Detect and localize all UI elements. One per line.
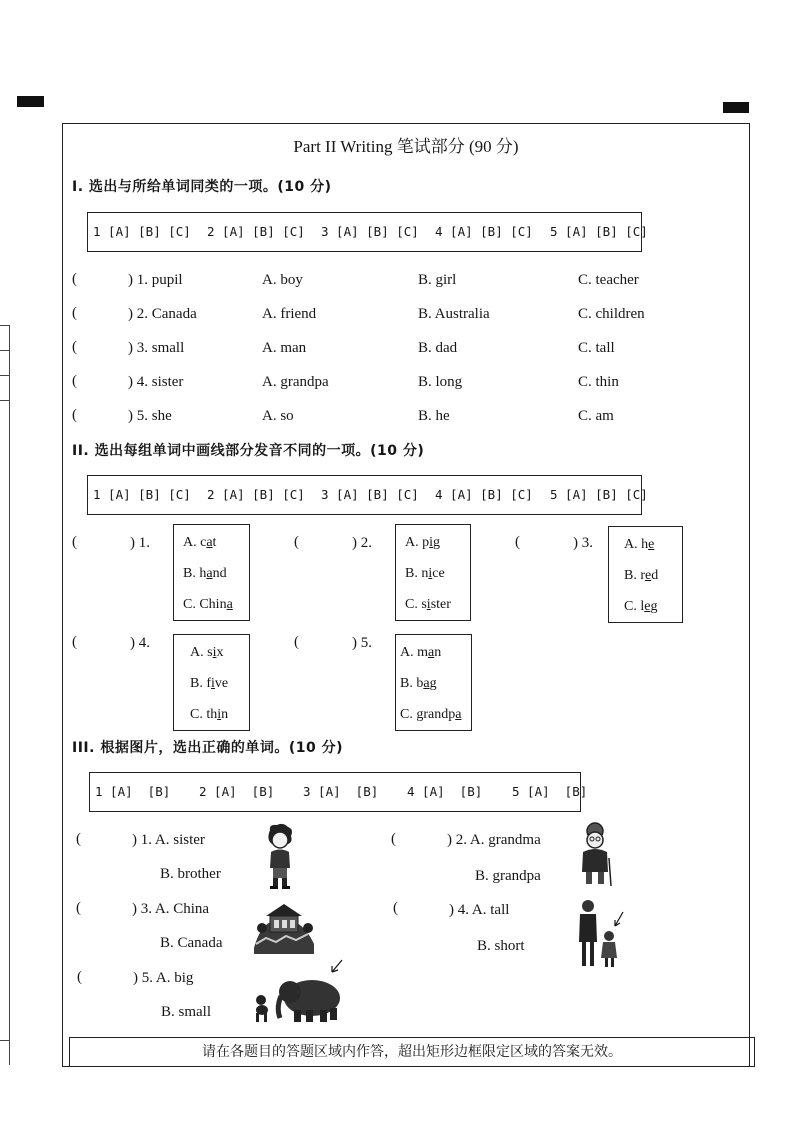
option-b: B. Australia [418, 306, 490, 322]
word-option: C. China [183, 597, 233, 612]
registration-mark-left [17, 96, 44, 107]
margin-line [0, 1040, 9, 1041]
question-number: ) 2. [352, 535, 372, 551]
question-stem: ) 5. she [128, 408, 172, 424]
word-group-box [395, 524, 471, 621]
margin-border [9, 325, 10, 1065]
option-c: C. children [578, 306, 645, 322]
answer-sheet-1 [87, 212, 648, 252]
question-stem: ) 3. small [128, 340, 185, 356]
option-b: B. long [418, 374, 463, 390]
answer-bubble-row[interactable]: 3 [A] [B] [C] [321, 224, 419, 239]
question-option-a: ) 3. A. China [132, 901, 210, 917]
answer-blank-open[interactable]: ( [72, 373, 77, 389]
question-stem: ) 1. pupil [128, 272, 183, 288]
option-a: A. man [262, 340, 307, 356]
question-option-a: ) 1. A. sister [132, 832, 205, 848]
answer-blank-open[interactable]: ( [294, 634, 299, 650]
option-a: A. so [262, 408, 294, 424]
option-b: B. girl [418, 272, 457, 288]
question-option-a: ) 5. A. big [133, 970, 194, 986]
word-option: B. five [190, 676, 229, 691]
answer-bubble-row[interactable]: 5 [A] [B] [C] [550, 224, 648, 239]
answer-blank-open[interactable]: ( [76, 831, 81, 847]
question-stem: ) 2. Canada [128, 306, 197, 322]
question-option-b: B. brother [160, 866, 221, 882]
word-option: A. cat [183, 535, 217, 550]
word-option: A. pig [405, 535, 441, 550]
option-a: A. grandpa [262, 374, 329, 390]
answer-sheet-3 [89, 772, 588, 812]
answer-bubble-row[interactable]: 1 [A] [B] [95, 784, 171, 799]
answer-blank-open[interactable]: ( [72, 271, 77, 287]
answer-blank-open[interactable]: ( [76, 900, 81, 916]
question-option-b: B. short [477, 938, 525, 954]
word-option: B. bag [400, 676, 437, 691]
word-option: A. man [400, 645, 442, 660]
answer-bubble-row[interactable]: 1 [A] [B] [C] [93, 224, 191, 239]
margin-line [0, 350, 9, 351]
answer-blank-open[interactable]: ( [72, 305, 77, 321]
registration-mark-right [723, 102, 749, 113]
question-option-a: ) 2. A. grandma [447, 832, 541, 848]
word-option: A. he [624, 537, 655, 552]
answer-bubble-row[interactable]: 2 [A] [B] [C] [207, 487, 305, 502]
question-stem: ) 4. sister [128, 374, 184, 390]
word-group-box [395, 634, 472, 731]
answer-blank-open[interactable]: ( [515, 534, 520, 550]
answer-bubble-row[interactable]: 1 [A] [B] [C] [93, 487, 191, 502]
answer-bubble-row[interactable]: 4 [A] [B] [407, 784, 483, 799]
word-group-box [173, 634, 250, 731]
tall-and-short-people-picture [577, 898, 627, 970]
grandpa-picture [578, 822, 614, 888]
word-option: C. leg [624, 599, 658, 614]
question-option-a: ) 4. A. tall [449, 902, 510, 918]
question-option-b: B. grandpa [475, 868, 541, 884]
answer-bubble-row[interactable]: 5 [A] [B] [512, 784, 588, 799]
answer-blank-open[interactable]: ( [72, 534, 77, 550]
question-option-b: B. Canada [160, 935, 223, 951]
word-option: B. nice [405, 566, 445, 581]
answer-blank-open[interactable]: ( [72, 634, 77, 650]
word-option: C. thin [190, 707, 229, 722]
question-number: ) 4. [130, 635, 150, 651]
question-option-b: B. small [161, 1004, 212, 1020]
answer-blank-open[interactable]: ( [294, 534, 299, 550]
answer-bubble-row[interactable]: 2 [A] [B] [199, 784, 275, 799]
answer-blank-open[interactable]: ( [391, 831, 396, 847]
section-2-heading: II. 选出每组单词中画线部分发音不同的一项。(10 分) [72, 443, 425, 459]
margin-line [0, 325, 9, 326]
margin-line [0, 400, 9, 401]
answer-blank-open[interactable]: ( [77, 969, 82, 985]
answer-bubble-row[interactable]: 3 [A] [B] [303, 784, 379, 799]
answer-blank-open[interactable]: ( [393, 900, 398, 916]
option-b: B. he [418, 408, 450, 424]
page-title: Part II Writing 笔试部分 (90 分) [293, 137, 519, 156]
answer-bubble-row[interactable]: 5 [A] [B] [C] [550, 487, 648, 502]
section-3-heading: III. 根据图片，选出正确的单词。(10 分) [72, 740, 343, 756]
answer-bubble-row[interactable]: 4 [A] [B] [C] [435, 487, 533, 502]
word-option: C. grandpa [400, 707, 462, 722]
great-wall-picture [252, 898, 316, 954]
answer-bubble-row[interactable]: 2 [A] [B] [C] [207, 224, 305, 239]
answer-area-notice: 请在各题目的答题区域内作答，超出矩形边框限定区域的答案无效。 [69, 1037, 755, 1067]
dog-and-elephant-picture [248, 958, 346, 1026]
option-a: A. friend [262, 306, 317, 322]
word-option: C. sister [405, 597, 451, 612]
boy-picture [263, 824, 297, 890]
word-option: A. six [190, 645, 224, 660]
answer-blank-open[interactable]: ( [72, 339, 77, 355]
word-option: B. red [624, 568, 659, 583]
answer-bubble-row[interactable]: 3 [A] [B] [C] [321, 487, 419, 502]
option-b: B. dad [418, 340, 458, 356]
answer-bubble-row[interactable]: 4 [A] [B] [C] [435, 224, 533, 239]
section-1-heading: I. 选出与所给单词同类的一项。(10 分) [72, 179, 332, 195]
option-c: C. thin [578, 374, 619, 390]
option-c: C. am [578, 408, 614, 424]
word-option: B. hand [183, 566, 227, 581]
answer-sheet-2 [87, 475, 648, 515]
margin-line [0, 375, 9, 376]
question-number: ) 3. [573, 535, 593, 551]
option-a: A. boy [262, 272, 303, 288]
word-group-box [608, 526, 683, 623]
answer-blank-open[interactable]: ( [72, 407, 77, 423]
question-number: ) 1. [130, 535, 150, 551]
word-group-box [173, 524, 250, 621]
question-number: ) 5. [352, 635, 372, 651]
option-c: C. tall [578, 340, 615, 356]
option-c: C. teacher [578, 272, 639, 288]
